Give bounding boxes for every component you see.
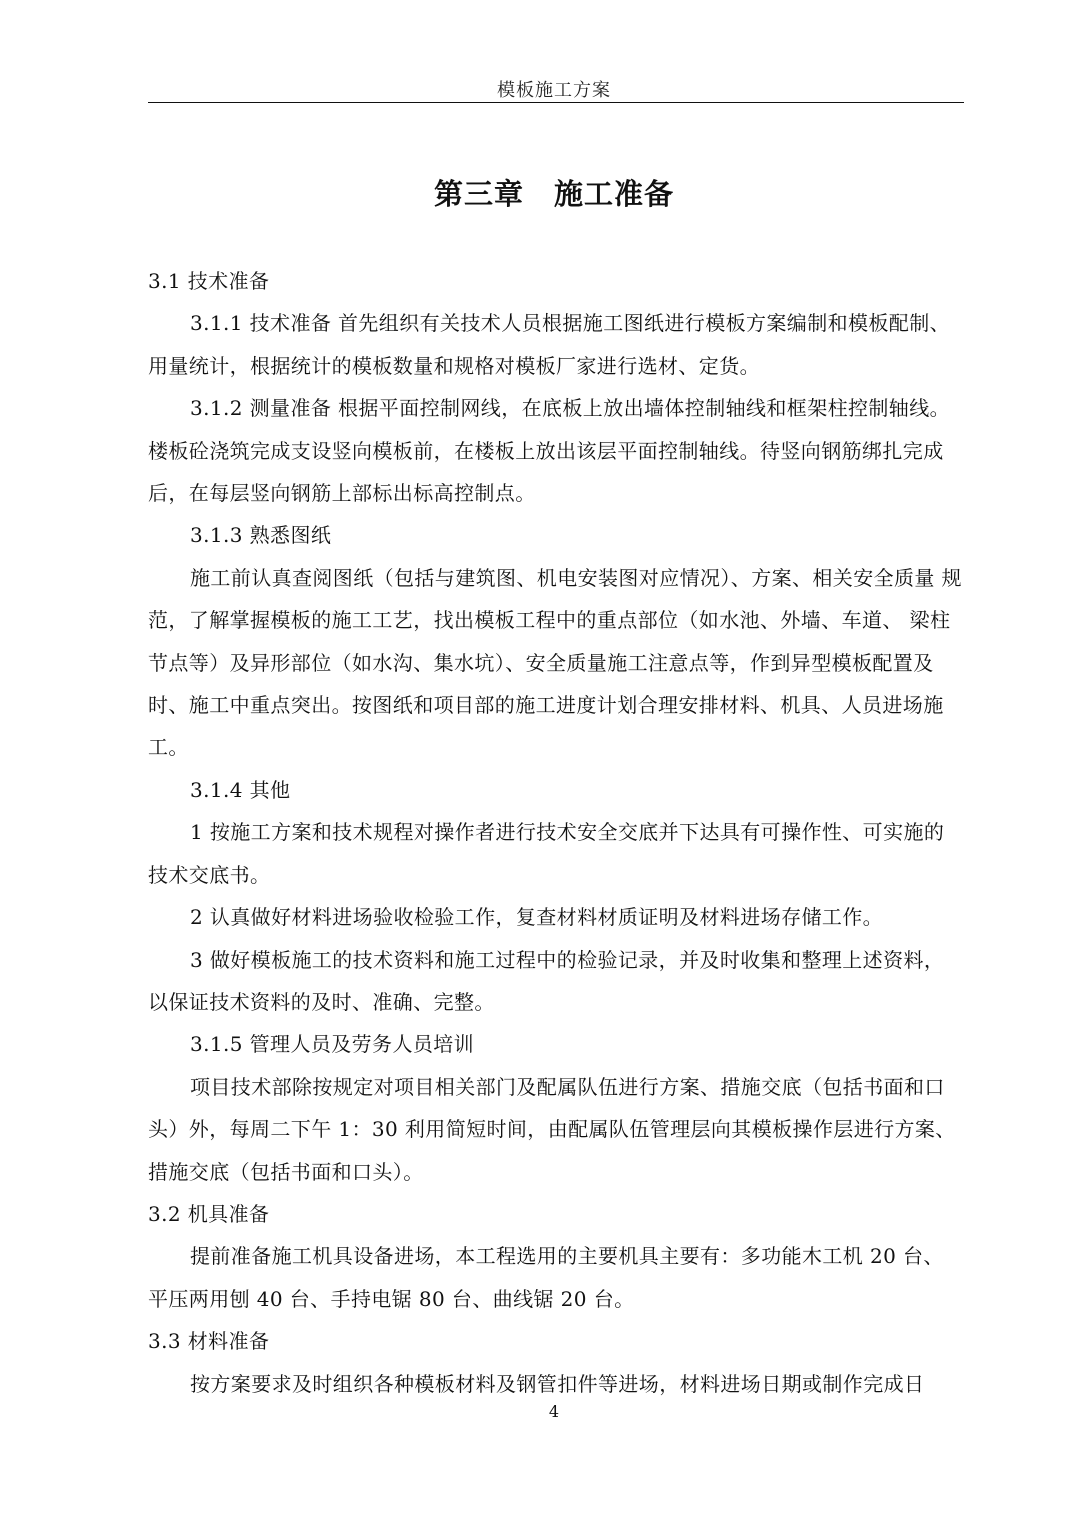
section-heading-3-2: 3.2 机具准备 <box>148 1201 270 1226</box>
section-heading-3-1-4: 3.1.4 其他 <box>190 777 291 802</box>
list-item-3-1-4-2: 2 认真做好材料进场验收检验工作，复查材料材质证明及材料进场存储工作。 <box>190 905 884 930</box>
page-number: 4 <box>548 1402 560 1421</box>
header-divider <box>148 102 964 103</box>
list-item-3-1-4-1: 1 按施工方案和技术规程对操作者进行技术安全交底并下达具有可操作性、可实施的技术交底书。 <box>148 820 945 887</box>
chapter-name: 施工准备 <box>554 177 675 211</box>
running-header: 模板施工方案 <box>497 80 611 101</box>
document-body <box>148 260 964 1405</box>
paragraph-3-1-5: 项目技术部除按规定对项目相关部门及配属队伍进行方案、措施交底（包括书面和口头）外，每周二下午 1：30 利用简短时间，由配属队伍管理层向其模板操作层进行方案、 措施交底（包括书面和口头）。 <box>148 1074 956 1184</box>
paragraph-3-1-2: 3.1.2 测量准备 根据平面控制网线，在底板上放出墙体控制轴线和框架柱控制轴线。楼板砼浇筑完成支设竖向模板前，在楼板上放出该层平面控制轴线。待竖向钢筋绑扎完成后，在每层竖向钢筋上部标出标高控制点。 <box>148 396 951 506</box>
section-heading-3-1-3: 3.1.3 熟悉图纸 <box>190 523 332 548</box>
chapter-title <box>0 172 1080 213</box>
paragraph-3-3: 按方案要求及时组织各种模板材料及钢管扣件等进场，材料进场日期或制作完成日 <box>190 1371 925 1396</box>
section-heading-3-3: 3.3 材料准备 <box>148 1329 270 1354</box>
section-heading-3-1: 3.1 技术准备 <box>148 269 270 293</box>
list-item-3-1-4-3: 3 做好模板施工的技术资料和施工过程中的检验记录，并及时收集和整理上述资料， 以保证技术资料的及时、准确、完整。 <box>148 947 945 1014</box>
paragraph-3-1-3: 施工前认真查阅图纸（包括与建筑图、机电安装图对应情况）、方案、相关安全质量 规范，了解掌握模板的施工工艺，找出模板工程中的重点部位（如水池、外墙、车道、 梁柱节点等）及异形部位（如水沟、集水坑）、安全质量施工注意点等，作到异型模板配置及时、施工中重点突出。按图纸和项目部的施工进度计划合理安排材料、机具、人员进场施工。 <box>148 565 962 760</box>
paragraph-3-2: 提前准备施工机具设备进场，本工程选用的主要机具主要有：多功能木工机 20 台、平压两用刨 40 台、手持电锯 80 台、曲线锯 20 台。 <box>148 1244 944 1311</box>
paragraph-3-1-1: 3.1.1 技术准备 首先组织有关技术人员根据施工图纸进行模板方案编制和模板配制、用量统计，根据统计的模板数量和规格对模板厂家进行选材、定货。 <box>148 311 951 378</box>
chapter-number: 第三章 <box>433 177 524 211</box>
section-heading-3-1-5: 3.1.5 管理人员及劳务人员培训 <box>190 1032 475 1057</box>
